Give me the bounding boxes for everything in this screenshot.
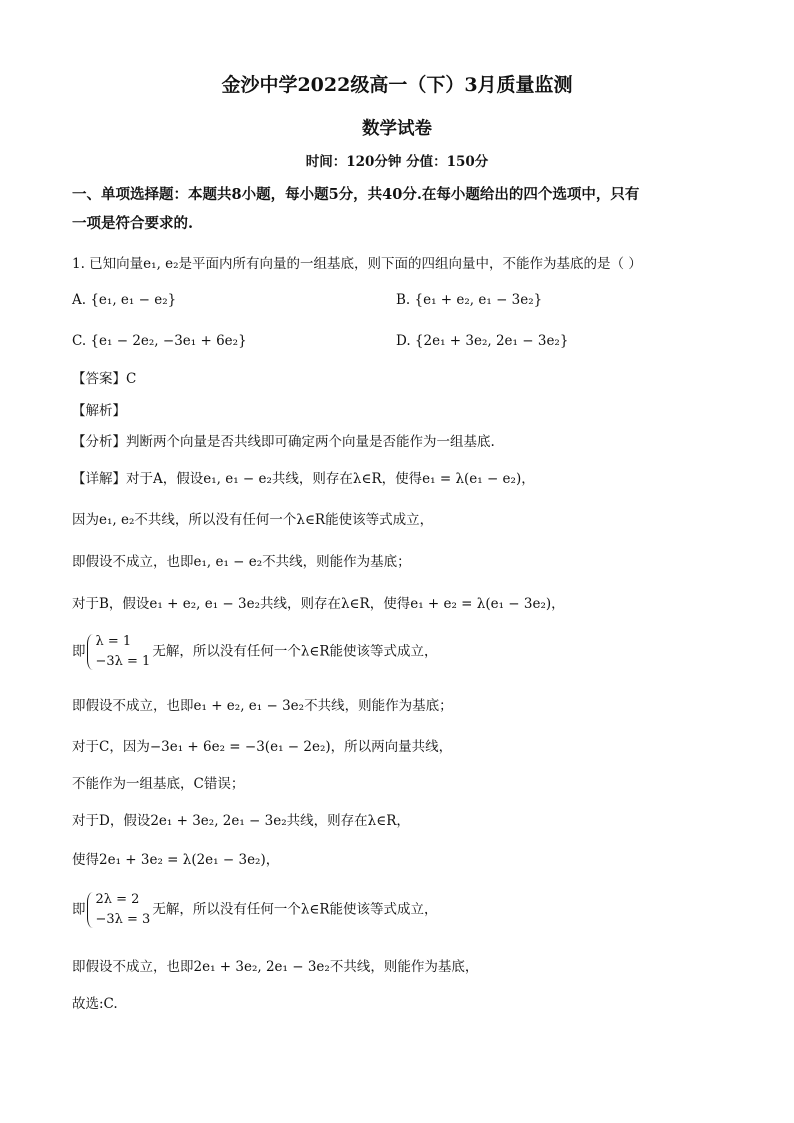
system-d-text: 无解，所以没有任何一个λ∈R能使该等式成立， [152,901,438,918]
section-heading-line2: 一项是符合要求的. [72,215,194,232]
section-heading-line1: 一、单项选择题：本题共8小题，每小题5分，共40分.在每小题给出的四个选项中，只有 [72,186,640,203]
analysis-text: 【分析】判断两个向量是否共线即可确定两个向量是否能作为一组基底. [72,434,495,450]
exam-subtitle: 数学试卷 [362,119,432,139]
detail-line-9: 对于D，假设2e₁ + 3e₂, 2e₁ − 3e₂共线，则存在λ∈R， [72,813,410,829]
system-d-prefix: 即 [72,901,86,918]
detail-line-12: 即假设不成立，也即2e₁ + 3e₂, 2e₁ − 3e₂不共线，则能作为基底， [72,959,479,975]
system-b-eq2: −3λ = 1 [95,654,151,669]
analysis-label: 【解析】 [72,403,126,419]
system-d-brace [86,890,151,930]
detail-line-6: 即假设不成立，也即e₁ + e₂, e₁ − 3e₂不共线，则能作为基底； [72,698,453,714]
system-d-eq1: 2λ = 2 [95,892,140,907]
detail-line-7: 对于C，因为−3e₁ + 6e₂ = −3(e₁ − 2e₂)，所以两向量共线， [72,739,453,755]
exam-meta: 时间：120分钟 分值：150分 [305,154,489,170]
system-d-line [72,890,438,930]
detail-line-8: 不能作为一组基底，C错误； [72,776,245,792]
answer-line: 【答案】C [72,371,137,387]
question-stem: 1. 已知向量e₁, e₂是平面内所有向量的一组基底，则下面的四组向量中，不能作为基底的是（ ） [72,256,642,272]
system-b-brace [86,632,151,672]
option-d: D. {2e₁ + 3e₂, 2e₁ − 3e₂} [396,333,569,349]
detail-line-13: 故选:C. [72,996,118,1012]
detail-line-3: 即假设不成立，也即e₁, e₁ − e₂不共线，则能作为基底； [72,554,411,570]
system-b-prefix: 即 [72,643,86,660]
system-b-text: 无解，所以没有任何一个λ∈R能使该等式成立， [152,643,438,660]
option-c: C. {e₁ − 2e₂, −3e₁ + 6e₂} [72,333,247,349]
detail-line-10: 使得2e₁ + 3e₂ = λ(2e₁ − 3e₂)， [72,852,280,868]
detail-line-4: 对于B，假设e₁ + e₂, e₁ − 3e₂共线，则存在λ∈R，使得e₁ + e₂ = λ(e₁ − 3e₂)， [72,596,565,612]
option-a: A. {e₁, e₁ − e₂} [72,292,177,308]
detail-line-1: 【详解】对于A，假设e₁, e₁ − e₂共线，则存在λ∈R，使得e₁ = λ(e₁ − e₂)， [72,471,535,487]
detail-line-2: 因为e₁, e₂不共线，所以没有任何一个λ∈R能使该等式成立， [72,512,434,528]
system-b-line [72,632,438,672]
system-b-eq1: λ = 1 [95,634,132,649]
exam-title: 金沙中学2022级高一（下）3月质量监测 [221,74,573,96]
option-b: B. {e₁ + e₂, e₁ − 3e₂} [396,292,543,308]
system-d-eq2: −3λ = 3 [95,912,151,927]
